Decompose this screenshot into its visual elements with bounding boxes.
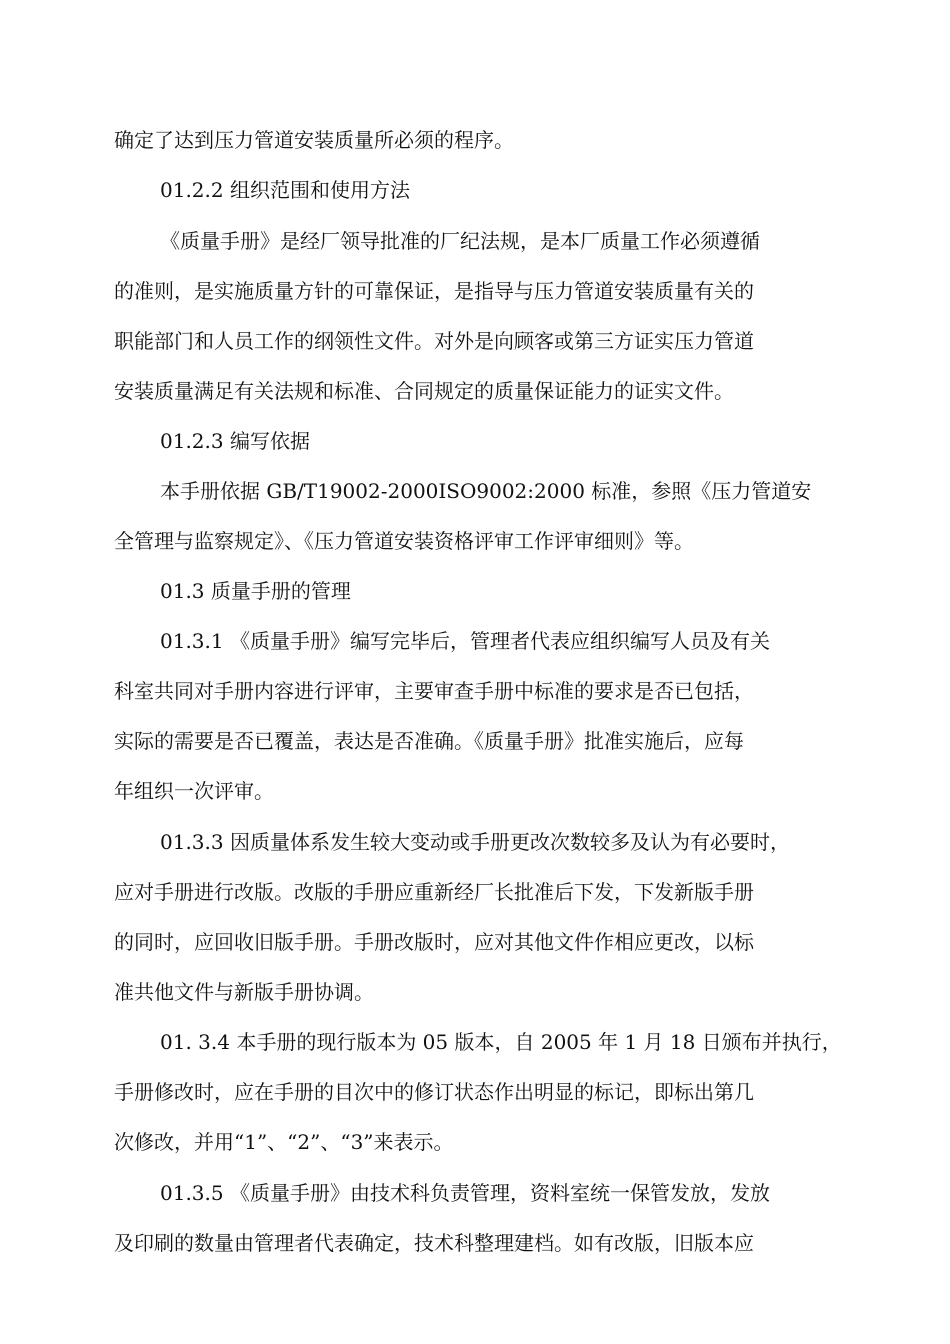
text-line: 安装质量满足有关法规和标准、合同规定的质量保证能力的证实文件。 xyxy=(114,379,734,403)
text-line: 01.3.1 《质量手册》编写完毕后，管理者代表应组织编写人员及有关 xyxy=(160,629,770,653)
text-line: 及印刷的数量由管理者代表确定，技术科整理建档。如有改版，旧版本应 xyxy=(114,1231,754,1255)
text-line: 手册修改时，应在手册的目次中的修订状态作出明显的标记，即标出第几 xyxy=(114,1080,754,1104)
text-line: 全管理与监察规定》、《压力管道安装资格评审工作评审细则》等。 xyxy=(114,529,694,553)
text-line: 的同时，应回收旧版手册。手册改版时，应对其他文件作相应更改，以标 xyxy=(114,930,754,954)
text-line: 本手册依据 GB/T19002-2000ISO9002:2000 标准，参照《压力管道安 xyxy=(160,479,812,503)
section-heading: 01.2.2 组织范围和使用方法 xyxy=(160,178,410,202)
text-line: 01.3.3 因质量体系发生较大变动或手册更改次数较多及认为有必要时， xyxy=(160,830,790,854)
section-heading: 01.2.3 编写依据 xyxy=(160,429,310,453)
text-line: 科室共同对手册内容进行评审，主要审查手册中标准的要求是否已包括， xyxy=(114,679,754,703)
text-line: 实际的需要是否已覆盖，表达是否准确。《质量手册》批准实施后，应每 xyxy=(114,729,744,753)
text-line: 的准则，是实施质量方针的可靠保证，是指导与压力管道安装质量有关的 xyxy=(114,279,754,303)
text-line: 职能部门和人员工作的纲领性文件。对外是向顾客或第三方证实压力管道 xyxy=(114,329,754,353)
section-heading: 01.3 质量手册的管理 xyxy=(160,579,351,603)
text-line: 《质量手册》是经厂领导批准的厂纪法规，是本厂质量工作必须遵循 xyxy=(160,229,760,253)
text-line: 01.3.5 《质量手册》由技术科负责管理，资料室统一保管发放，发放 xyxy=(160,1181,770,1205)
text-line: 01. 3.4 本手册的现行版本为 05 版本，自 2005 年 1 月 18 日颁布并执行， xyxy=(160,1030,842,1054)
text-line: 次修改，并用“1”、“2”、“3”来表示。 xyxy=(114,1130,454,1154)
text-line: 确定了达到压力管道安装质量所必须的程序。 xyxy=(114,128,514,152)
text-line: 年组织一次评审。 xyxy=(114,779,274,803)
text-line: 准共他文件与新版手册协调。 xyxy=(114,980,374,1004)
text-line: 应对手册进行改版。改版的手册应重新经厂长批准后下发，下发新版手册 xyxy=(114,880,754,904)
